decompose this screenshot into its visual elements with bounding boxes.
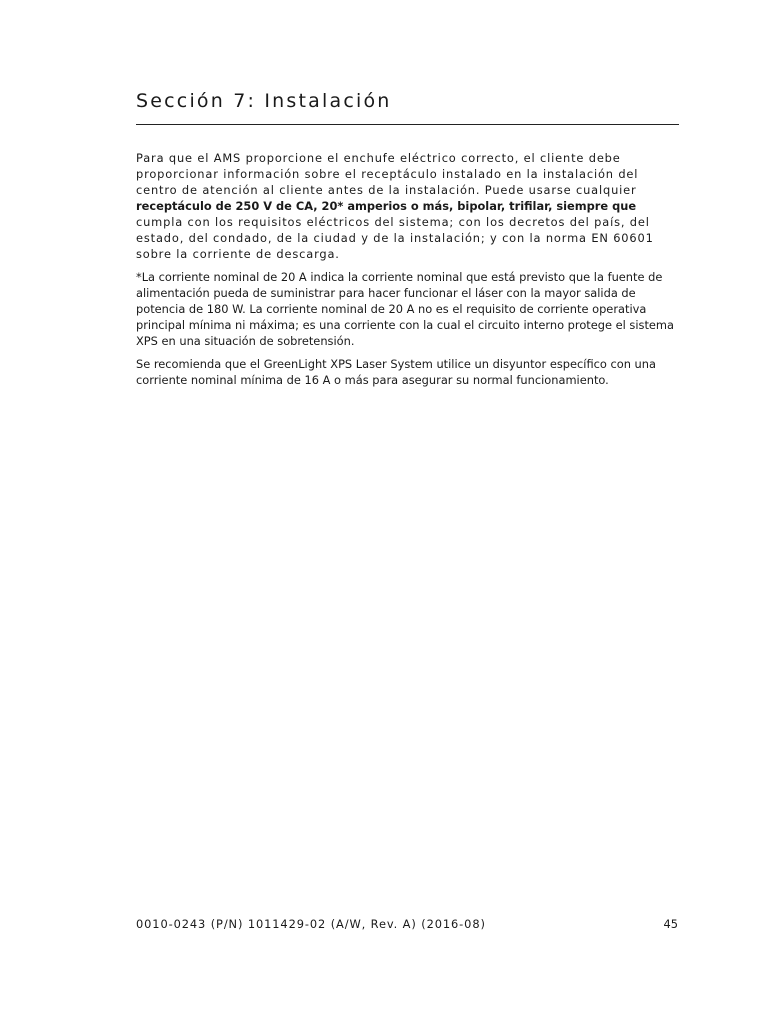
paragraph-requirements-rest: cumpla con los requisitos eléctricos del sistema; con los decretos del país, del estado, del condado, de la ciudad y de la instalación; y con la norma EN 60601 sobre la corriente de descarga. xyxy=(136,215,654,261)
page-body xyxy=(136,150,681,395)
paragraph-requirements xyxy=(136,150,681,262)
footer-document-id: 0010-0243 (P/N) 1011429-02 (A/W, Rev. A) (2016-08) xyxy=(136,917,486,931)
paragraph-breaker-recommendation: Se recomienda que el GreenLight XPS Laser System utilice un disyuntor específico con una corriente nominal mínima de 16 A o más para asegurar su normal funcionamiento. xyxy=(136,357,656,387)
paragraph-current-note: *La corriente nominal de 20 A indica la corriente nominal que está previsto que la fuente de alimentación pueda de suministrar para hacer funcionar el láser con la mayor salida de potencia de 180 W. La corriente nominal de 20 A no es el requisito de corriente operativa principal mínima ni máxima; es una corriente con la cual el circuito interno protege el sistema XPS en una situación de sobretensión. xyxy=(136,270,675,348)
paragraph-requirements-emphasis: receptáculo de 250 V de CA, 20* amperios o más, bipolar, trifilar, siempre que xyxy=(136,199,637,213)
title-divider xyxy=(136,124,679,125)
footer-page-number: 45 xyxy=(663,917,678,931)
section-title: Sección 7: Instalación xyxy=(136,90,392,112)
paragraph-requirements-intro: Para que el AMS proporcione el enchufe eléctrico correcto, el cliente debe proporcionar información sobre el receptáculo instalado en la instalación del centro de atención al cliente antes de la instalación. Puede usarse cualquier xyxy=(136,151,639,197)
